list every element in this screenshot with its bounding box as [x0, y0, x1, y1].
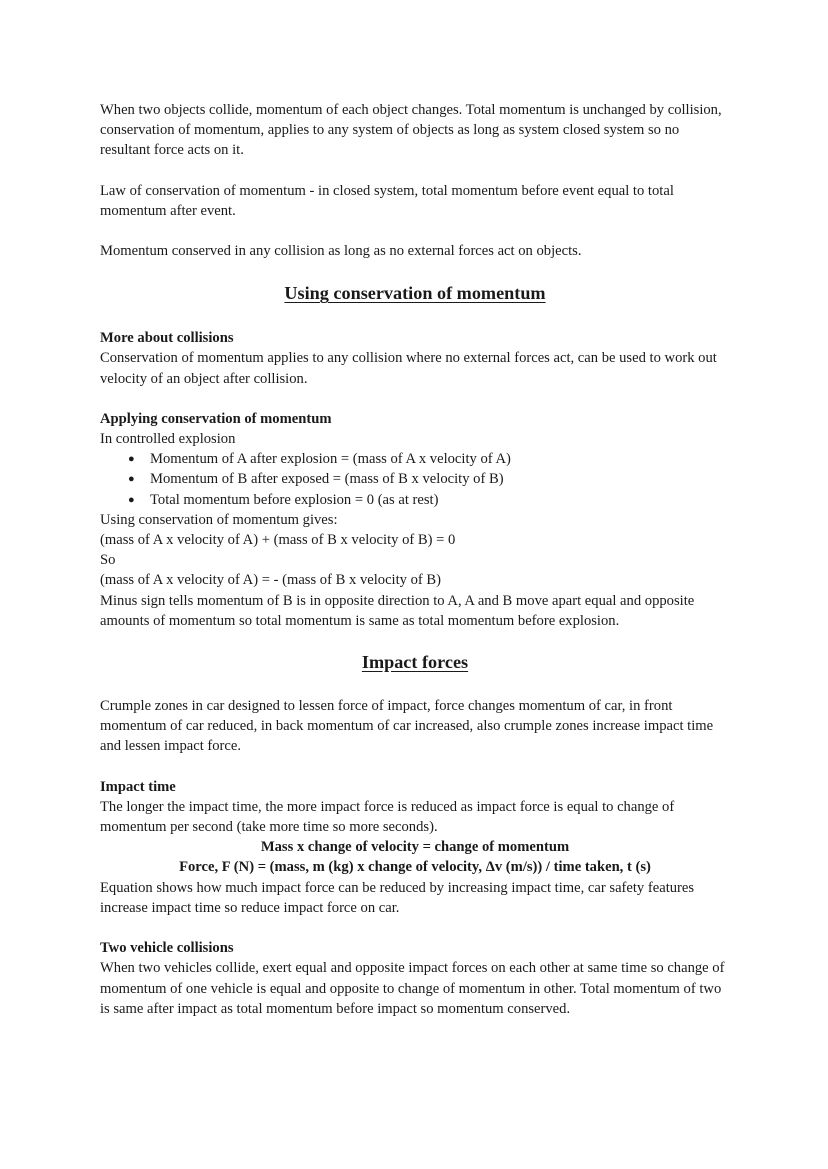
section-title-impact-forces: Impact forces: [361, 652, 469, 673]
conservation-line-3: So: [100, 552, 116, 569]
equation-force: Force, F (N) = (mass, m (kg) x change of velocity, Δv (m/s)) / time taken, t (s): [179, 859, 651, 876]
heading-impact-time: Impact time: [100, 778, 176, 795]
intro-paragraph-1: When two objects collide, momentum of each object changes. Total momentum is unchanged by collision, conservation of momentum, applies to any system of objects as long as system closed system so no resultant force acts on it.: [100, 102, 722, 159]
impact-time-text: The longer the impact time, the more impact force is reduced as impact force is equal to change of momentum per second (take more time so more seconds).: [100, 798, 675, 836]
more-about-collisions-text: Conservation of momentum applies to any collision where no external forces act, can be used to work out velocity of an object after collision.: [100, 350, 717, 387]
conservation-line-5: Minus sign tells momentum of B is in opposite direction to A, A and B move apart equal and opposite amounts of momentum so total momentum is same as total momentum before explosion.: [100, 592, 695, 629]
heading-applying-conservation: Applying conservation of momentum: [100, 410, 332, 427]
equation-momentum: Mass x change of velocity = change of momentum: [260, 839, 570, 856]
crumple-zones-text: Crumple zones in car designed to lessen force of impact, force changes momentum of car, in front momentum of car reduced, in back momentum of car increased, also crumple zones increase impact time and lessen impact force.: [100, 698, 714, 755]
intro-paragraph-3: Momentum conserved in any collision as long as no external forces act on objects.: [100, 243, 582, 260]
section-title-conservation: Using conservation of momentum: [284, 283, 546, 304]
conservation-line-4: (mass of A x velocity of A) = - (mass of B x velocity of B): [100, 572, 441, 589]
list-item: ● Total momentum before explosion = 0 (as at rest): [128, 490, 730, 510]
conservation-line-2: (mass of A x velocity of A) + (mass of B x velocity of B) = 0: [100, 532, 456, 549]
list-item: ● Momentum of B after exposed = (mass of B x velocity of B): [128, 469, 730, 489]
heading-more-about-collisions: More about collisions: [100, 330, 234, 347]
list-item: ● Momentum of A after explosion = (mass of A x velocity of A): [128, 449, 730, 469]
two-vehicle-text: When two vehicles collide, exert equal and opposite impact forces on each other at same time so change of momentum of one vehicle is equal and opposite to change of momentum in other. Total momentum of two is same after impact as total momentum before impact so momentum conserved.: [100, 960, 725, 1017]
document-body: [100, 100, 730, 1019]
heading-two-vehicle-collisions: Two vehicle collisions: [100, 940, 234, 957]
intro-paragraph-2: Law of conservation of momentum - in closed system, total momentum before event equal to total momentum after event.: [100, 182, 674, 219]
explosion-bullet-list: [100, 449, 730, 510]
equation-explanation: Equation shows how much impact force can be reduced by increasing impact time, car safety features increase impact time so reduce impact force on car.: [100, 879, 695, 916]
conservation-line-1: Using conservation of momentum gives:: [100, 511, 338, 528]
applying-intro: In controlled explosion: [100, 431, 236, 448]
